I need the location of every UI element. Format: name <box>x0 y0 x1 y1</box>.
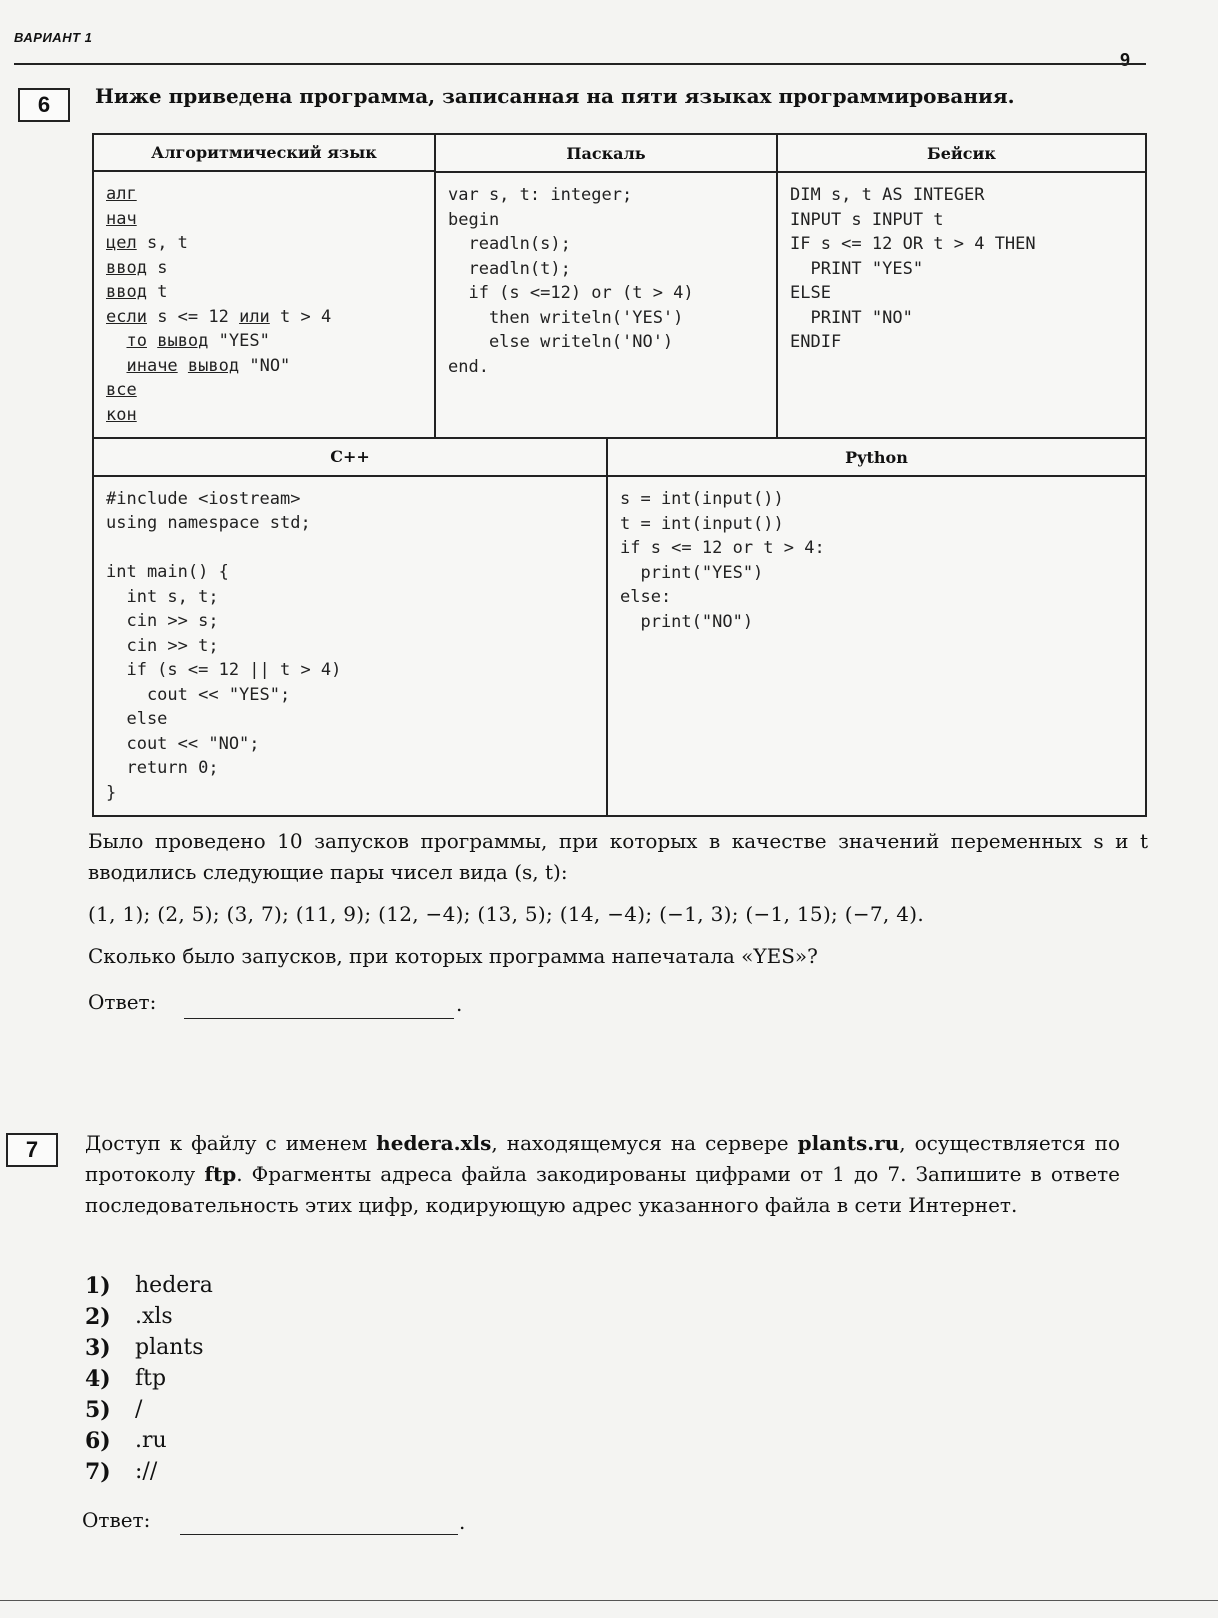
algo-code: алг нач цел s, t ввод s ввод t если s <= 12 или t > 4 то вывод "YES" иначе вывод "NO" все кон <box>106 184 332 425</box>
task-7-options <box>85 1270 213 1487</box>
cpp-column <box>94 439 606 815</box>
code-table <box>92 133 1147 817</box>
python-code: s = int(input()) t = int(input()) if s <= 12 or t > 4: print("YES") else: print("NO") <box>620 489 825 632</box>
algo-header: Алгоритмический язык <box>94 135 434 172</box>
bottom-divider <box>0 1600 1218 1601</box>
task-6-answer-dot: . <box>456 992 463 1016</box>
task-7-answer-dot: . <box>459 1510 466 1534</box>
task-6-pairs: (1, 1); (2, 5); (3, 7); (11, 9); (12, −4); (13, 5); (14, −4); (−1, 3); (−1, 15); (−7, 4). <box>88 902 925 926</box>
list-item: 3) plants <box>85 1334 204 1361</box>
task-7-text: Доступ к файлу с именем hedera.xls, находящемуся на сервере plants.ru, осуществляется по протоколу ftp. Фрагменты адреса файла закодированы цифрами от 1 до 7. Запишите в ответе последовательность этих цифр, кодирующую адрес указанного файла в сети Интернет. <box>85 1131 1120 1217</box>
task-6-answer-label: Ответ: <box>88 990 157 1014</box>
cpp-code: #include <iostream> using namespace std; int main() { int s, t; cin >> s; cin >> t; if (s <= 12 || t > 4) cout << "YES"; else cout << "NO"; return 0; } <box>106 488 342 803</box>
task-6-intro: Ниже приведена программа, записанная на пяти языках программирования. <box>95 84 1015 108</box>
task-7-answer-label: Ответ: <box>82 1508 151 1532</box>
variant-label: ВАРИАНТ 1 <box>14 30 93 45</box>
pascal-code: var s, t: integer; begin readln(s); readln(t); if (s <=12) or (t > 4) then writeln('YES') else writeln('NO') end. <box>448 185 694 377</box>
task-6-number: 6 <box>18 88 70 122</box>
pascal-column <box>434 135 776 437</box>
cpp-header: C++ <box>94 439 606 477</box>
python-column <box>606 439 1145 815</box>
python-header: Python <box>608 439 1145 477</box>
task-6-runs-text: Было проведено 10 запусков программы, при которых в качестве значений переменных s и t вводились следующие пары чисел вида (s, t): <box>88 829 1148 884</box>
list-item: 2) .xls <box>85 1303 173 1330</box>
task-6-answer-field[interactable] <box>184 1018 454 1019</box>
list-item: 6) .ru <box>85 1427 167 1454</box>
list-item: 5) / <box>85 1396 143 1423</box>
list-item: 4) ftp <box>85 1365 167 1392</box>
basic-header: Бейсик <box>778 135 1145 173</box>
list-item: 1) hedera <box>85 1272 213 1299</box>
task-7-answer-field[interactable] <box>180 1534 458 1535</box>
header-divider <box>14 63 1146 65</box>
code-table-bottom-row <box>94 439 1145 815</box>
basic-code: DIM s, t AS INTEGER INPUT s INPUT t IF s <= 12 OR t > 4 THEN PRINT "YES" ELSE PRINT "NO" ENDIF <box>790 185 1036 352</box>
algo-column <box>94 135 434 437</box>
task-6-question: Сколько было запусков, при которых программа напечатала «YES»? <box>88 944 818 968</box>
page-number: 9 <box>1120 50 1131 70</box>
code-table-top-row <box>94 135 1145 439</box>
list-item: 7) :// <box>85 1458 158 1485</box>
task-7-number: 7 <box>6 1133 58 1167</box>
pascal-header: Паскаль <box>436 135 776 173</box>
basic-column <box>776 135 1145 437</box>
